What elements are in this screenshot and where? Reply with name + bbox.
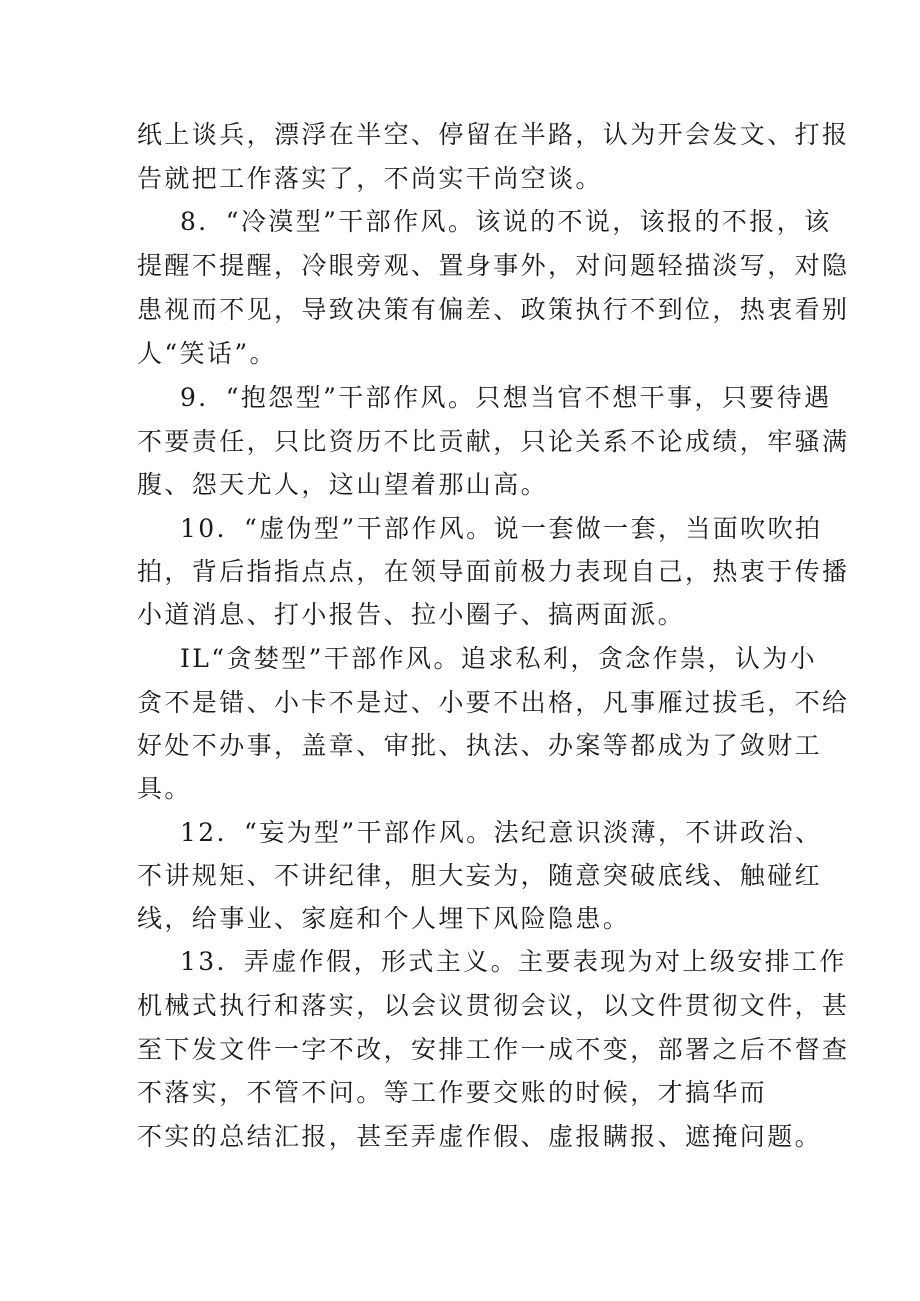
text-line: 不实的总结汇报，甚至弄虚作假、虚报瞒报、遮掩问题。 [137, 1122, 823, 1151]
text-line: 纸上谈兵，漂浮在半空、停留在半路，认为开会发文、打报 [137, 120, 850, 149]
paragraph-10-heading: 10．“虚伪型”干部作风。说一套做一套，当面吹吹拍 [180, 514, 823, 543]
text-line: 告就把工作落实了，不尚实干尚空谈。 [137, 164, 603, 193]
text-line: 不落实，不管不问。等工作要交账的时候，才搞华而 [137, 1078, 768, 1107]
text-line: 贪不是错、小卡不是过、小要不出格，凡事雁过拔毛，不给 [137, 688, 850, 717]
text-line: 机械式执行和落实，以会议贯彻会议，以文件贯彻文件，甚 [137, 991, 850, 1020]
text-line: 不要责任，只比资历不比贡献，只论关系不论成绩，牢骚满 [137, 427, 850, 456]
text-line: 患视而不见，导致决策有偏差、政策执行不到位，热衷看别 [137, 295, 850, 324]
paragraph-9-heading: 9．“抱怨型”干部作风。只想当官不想干事，只要待遇 [180, 383, 832, 412]
text-line: 具。 [137, 774, 192, 803]
paragraph-8-heading: 8．“冷漠型”干部作风。该说的不说，该报的不报，该 [180, 207, 832, 236]
text-line: 好处不办事，盖章、审批、执法、办案等都成为了敛财工 [137, 731, 823, 760]
paragraph-12-heading: 12．“妄为型”干部作风。法纪意识淡薄，不讲政治、 [180, 818, 823, 847]
text-line: 线，给事业、家庭和个人埋下风险隐患。 [137, 904, 631, 933]
text-line: 不讲规矩、不讲纪律，胆大妄为，随意突破底线、触碰红 [137, 861, 823, 890]
text-line: 至下发文件一字不改，安排工作一成不变，部署之后不督查 [137, 1035, 850, 1064]
text-line: 腹、怨天尤人，这山望着那山高。 [137, 470, 549, 499]
text-line: 小道消息、打小报告、拉小圈子、搞两面派。 [137, 600, 686, 629]
text-line: 人“笑话”。 [137, 339, 277, 368]
text-line: 拍，背后指指点点，在领导面前极力表现自己，热衷于传播 [137, 557, 850, 586]
text-line: 提醒不提醒，冷眼旁观、置身事外，对问题轻描淡写，对隐 [137, 251, 850, 280]
paragraph-13-heading: 13．弄虚作假，形式主义。主要表现为对上级安排工作 [180, 947, 847, 976]
paragraph-11-heading: IL“贪婪型”干部作风。追求私利，贪念作祟，认为小 [180, 644, 818, 673]
